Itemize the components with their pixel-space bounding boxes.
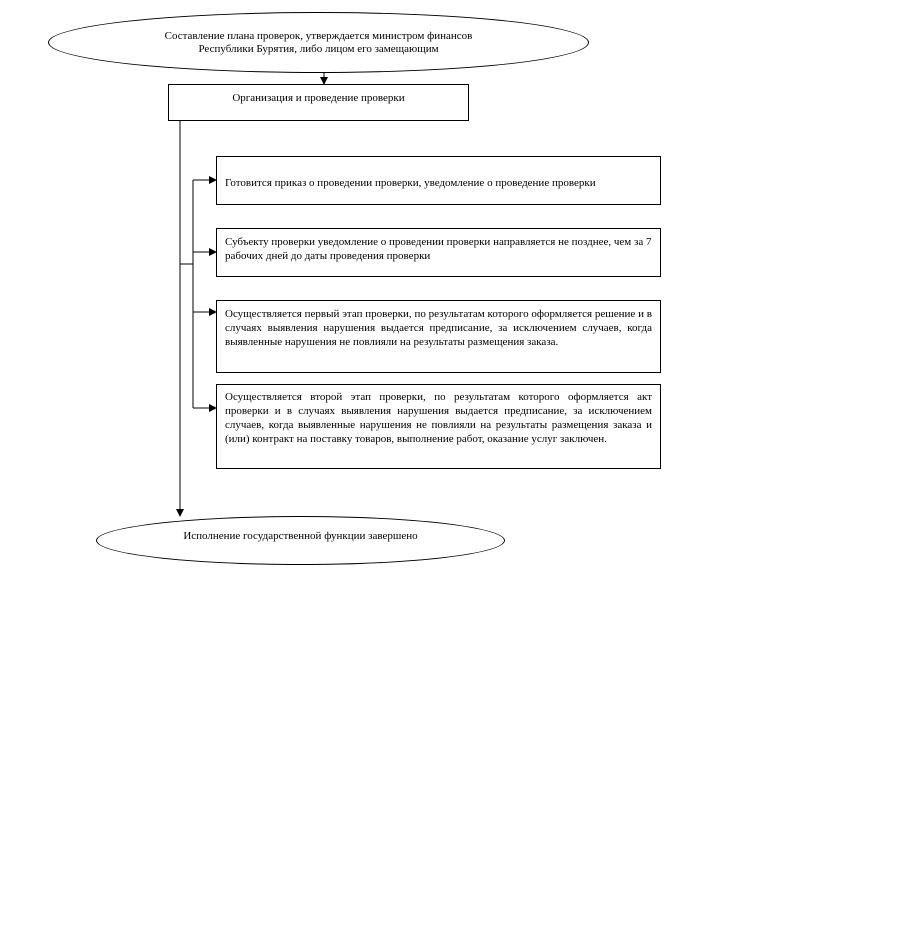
step-box-3 <box>216 300 661 373</box>
organize-label: Организация и проведение проверки <box>232 92 405 104</box>
step-1-text: Готовится приказ о проведении проверки, уведомление о проведение проверки <box>225 177 596 189</box>
step-box-4 <box>216 384 661 469</box>
start-oval <box>48 12 589 73</box>
step-3-text: Осуществляется первый этап проверки, по результатам которого оформляется решение и в случаях выявления нарушения выдается предписание, за исключением случаев, когда выявленные нарушения не повлияли на результаты размещения заказа. <box>225 308 652 348</box>
start-text <box>165 30 473 56</box>
organize-box <box>168 84 469 121</box>
step-4-text: Осуществляется второй этап проверки, по результатам которого оформляется акт проверки и в случаях выявления нарушения выдается предписание, за исключением случаев, когда выявленные нарушения не повлияли на результаты размещения заказа и (или) контракт на поставку товаров, выполнение работ, оказание услуг заключен. <box>225 391 652 445</box>
step-2-text: Субъекту проверки уведомление о проведении проверки направляется не позднее, чем за 7 рабочих дней до даты проведения проверки <box>225 236 652 262</box>
step-box-2 <box>216 228 661 277</box>
step-box-1 <box>216 156 661 205</box>
end-label: Исполнение государственной функции завершено <box>183 530 418 542</box>
start-text-line-1: Составление плана проверок, утверждается министром финансов <box>164 29 473 42</box>
start-text-line-2: Республики Бурятия, либо лицом его замещающим <box>198 42 439 55</box>
end-oval <box>96 516 505 565</box>
